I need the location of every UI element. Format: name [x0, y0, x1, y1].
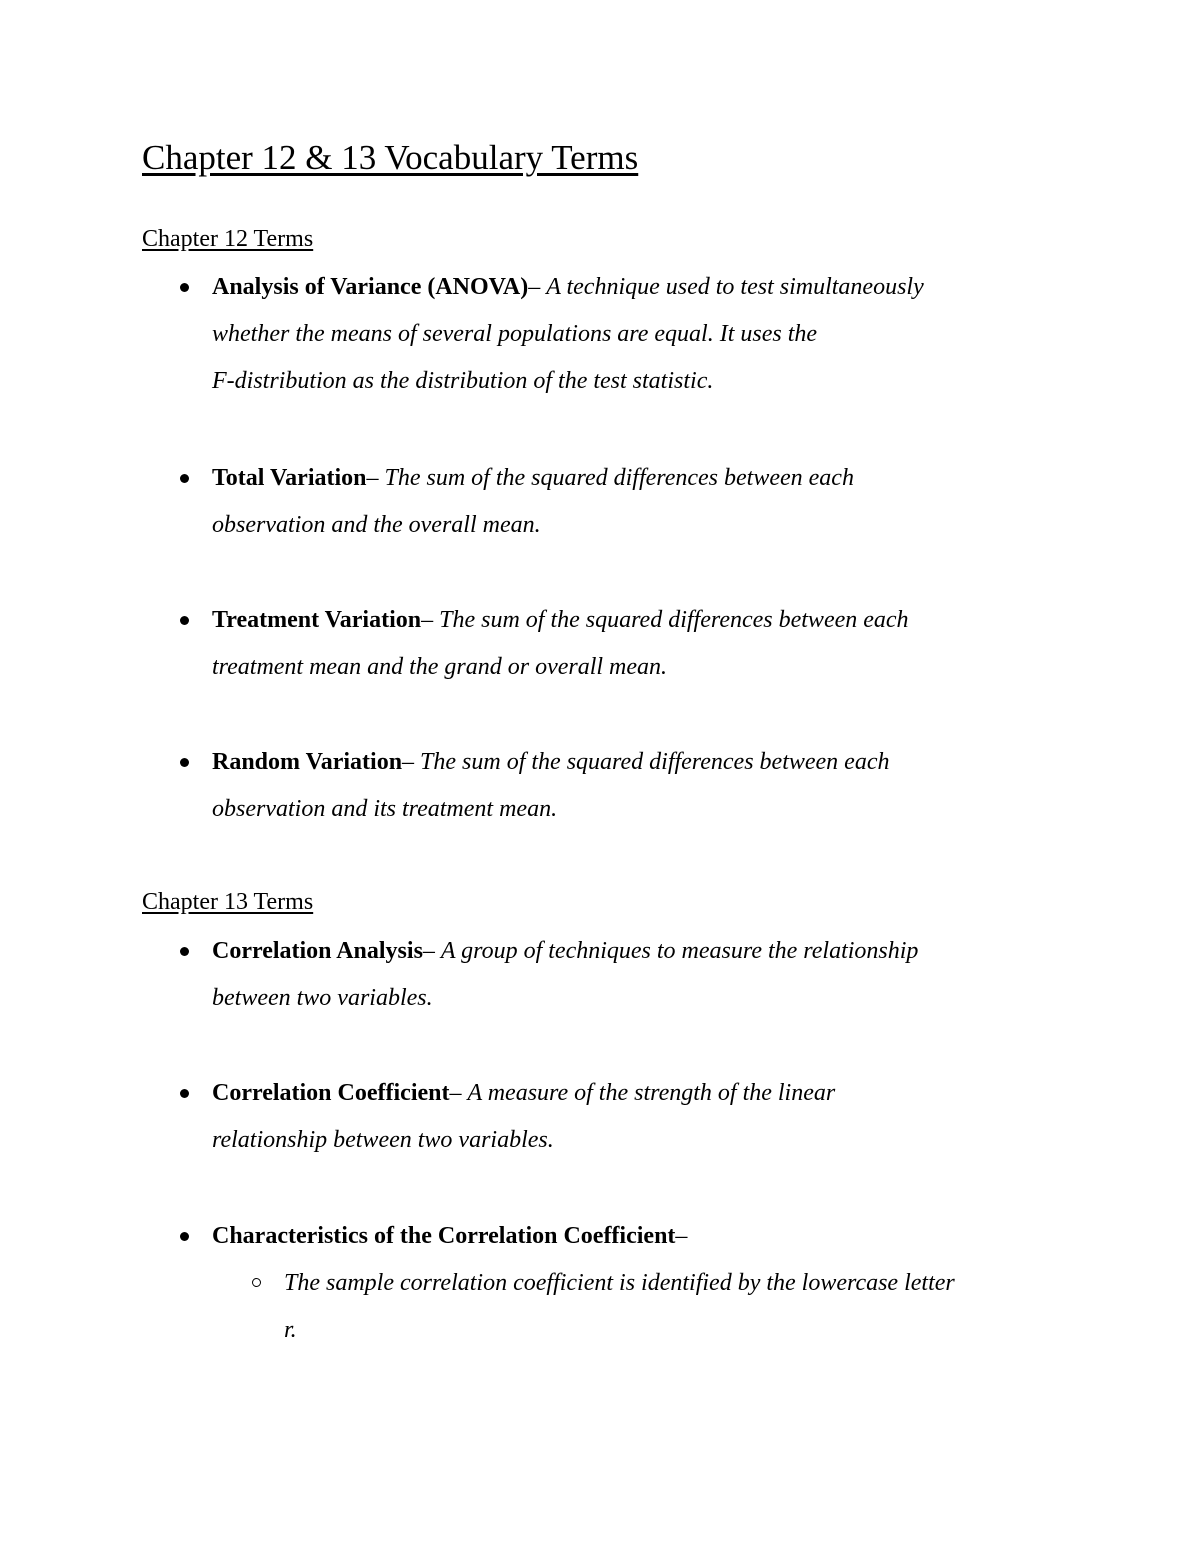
- term-definition: The sum of the squared differences between each: [439, 607, 909, 633]
- term-line: [212, 272, 924, 302]
- term-name: Analysis of Variance (ANOVA): [212, 274, 529, 300]
- term-line: [212, 463, 854, 493]
- chapter-12-heading: Chapter 12 Terms: [142, 226, 314, 252]
- term-name: Total Variation: [212, 465, 367, 491]
- term-name: Correlation Analysis: [212, 938, 423, 964]
- chapter-13-heading: Chapter 13 Terms: [142, 889, 314, 915]
- sub-item-line: r.: [284, 1317, 297, 1343]
- term-definition-line: observation and the overall mean.: [212, 512, 541, 538]
- term-dash: –: [421, 607, 440, 633]
- term-line: [212, 605, 909, 635]
- term-definition: The sum of the squared differences between each: [420, 749, 890, 775]
- term-definition-line: observation and its treatment mean.: [212, 796, 558, 822]
- term-dash: –: [675, 1223, 688, 1249]
- bullet-icon: [180, 947, 189, 956]
- bullet-icon: [180, 283, 189, 292]
- term-line: [212, 936, 918, 966]
- term-definition-line: F-distribution as the distribution of the test statistic.: [212, 368, 714, 394]
- term-line: [212, 1078, 835, 1108]
- term-name: Correlation Coefficient: [212, 1080, 450, 1106]
- term-dash: –: [402, 749, 421, 775]
- term-definition-line: treatment mean and the grand or overall mean.: [212, 654, 668, 680]
- bullet-icon: [180, 616, 189, 625]
- bullet-icon: [180, 474, 189, 483]
- term-line: [212, 747, 890, 777]
- term-definition: A measure of the strength of the linear: [467, 1080, 836, 1106]
- bullet-icon: [180, 1089, 189, 1098]
- sub-item-line: The sample correlation coefficient is identified by the lowercase letter: [284, 1270, 955, 1296]
- term-dash: –: [422, 938, 441, 964]
- term-dash: –: [366, 465, 385, 491]
- bullet-icon: [180, 758, 189, 767]
- document-title: Chapter 12 & 13 Vocabulary Terms: [142, 138, 639, 177]
- term-definition-line: whether the means of several populations are equal. It uses the: [212, 321, 818, 347]
- term-definition: A technique used to test simultaneously: [546, 274, 924, 300]
- term-name: Treatment Variation: [212, 607, 422, 633]
- term-name: Characteristics of the Correlation Coefficient: [212, 1223, 676, 1249]
- term-dash: –: [528, 274, 547, 300]
- term-definition-line: relationship between two variables.: [212, 1127, 554, 1153]
- term-definition: A group of techniques to measure the relationship: [440, 938, 919, 964]
- hollow-bullet-icon: [252, 1278, 261, 1287]
- term-definition-line: between two variables.: [212, 985, 433, 1011]
- term-definition: The sum of the squared differences between each: [384, 465, 854, 491]
- term-dash: –: [449, 1080, 468, 1106]
- term-line: [212, 1221, 687, 1251]
- bullet-icon: [180, 1232, 189, 1241]
- term-name: Random Variation: [212, 749, 403, 775]
